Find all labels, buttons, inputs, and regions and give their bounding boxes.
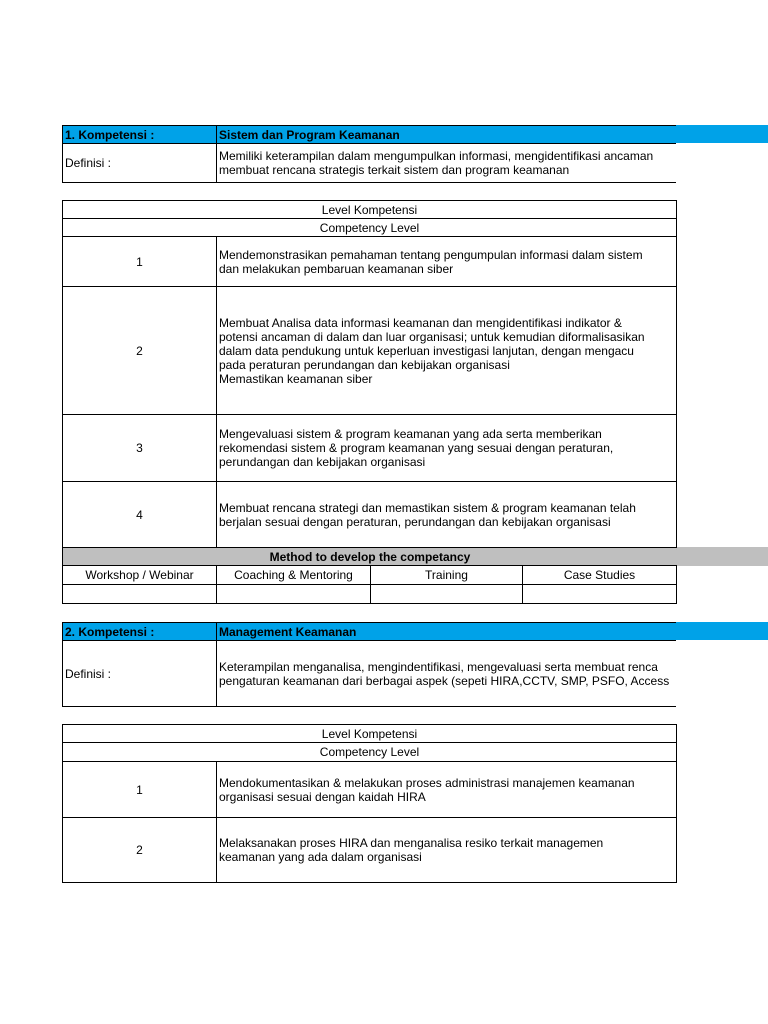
section2-definition-line-2: pengaturan keamanan dari berbagai aspek (sepeti HIRA,CCTV, SMP, PSFO, Access bbox=[219, 673, 670, 688]
section1-level-3-num: 3 bbox=[62, 414, 217, 482]
section2-header-value: Management Keamanan bbox=[216, 622, 676, 641]
method-case-studies: Case Studies bbox=[522, 565, 677, 585]
section1-level-4-text: Membuat rencana strategi dan memastikan sistem & program keamanan telah berjalan sesuai dengan peraturan, perundangan dan kebijakan organisasi bbox=[216, 481, 677, 548]
section2-competency-level: Competency Level bbox=[62, 742, 677, 762]
section1-level-1-text: Mendemonstrasikan pemahaman tentang pengumpulan informasi dalam sistem dan melakukan pembaruan keamanan siber bbox=[216, 236, 677, 287]
method-workshop-value[interactable] bbox=[62, 584, 217, 604]
method-training-value[interactable] bbox=[370, 584, 523, 604]
section2-definition-text bbox=[216, 640, 676, 707]
section1-header-label: 1. Kompetensi : bbox=[62, 125, 217, 144]
section2-header-label: 2. Kompetensi : bbox=[62, 622, 217, 641]
section1-level-2-text: Membuat Analisa data informasi keamanan dan mengidentifikasi indikator & potensi ancaman di dalam dan luar organisasi; untuk kemudian diformalisasikan dalam data pendukung untuk keperluan investigasi lanjutan, dengan mengacu pada peraturan perundangan dan kebijakan organisasi Memastikan keamanan siber bbox=[216, 286, 677, 415]
section1-level-4-num: 4 bbox=[62, 481, 217, 548]
method-coaching: Coaching & Mentoring bbox=[216, 565, 371, 585]
section2-level-1-num: 1 bbox=[62, 761, 217, 818]
section1-definition-label: Definisi : bbox=[62, 143, 217, 183]
method-title: Method to develop the competancy bbox=[62, 547, 677, 566]
section2-definition-label: Definisi : bbox=[62, 640, 217, 707]
section2-level-2-num: 2 bbox=[62, 817, 217, 883]
section1-header-value: Sistem dan Program Keamanan bbox=[216, 125, 676, 144]
section2-level-title: Level Kompetensi bbox=[62, 724, 677, 743]
section1-definition-line-2: membuat rencana strategis terkait sistem dan program keamanan bbox=[219, 163, 570, 177]
section2-level-1-text: Mendokumentasikan & melakukan proses administrasi manajemen keamanan organisasi sesuai dengan kaidah HIRA bbox=[216, 761, 677, 818]
method-coaching-value[interactable] bbox=[216, 584, 371, 604]
section1-level-title: Level Kompetensi bbox=[62, 200, 677, 219]
section1-definition-line-1: Memiliki keterampilan dalam mengumpulkan informasi, mengidentifikasi ancaman bbox=[219, 149, 654, 163]
section2-definition-line-1: Keterampilan menganalisa, mengindentifikasi, mengevaluasi serta membuat renca bbox=[219, 659, 658, 674]
section2-level-2-text: Melaksanakan proses HIRA dan menganalisa resiko terkait managemen keamanan yang ada dalam organisasi bbox=[216, 817, 677, 883]
section1-level-3-text: Mengevaluasi sistem & program keamanan yang ada serta memberikan rekomendasi sistem & program keamanan yang sesuai dengan peraturan, perundangan dan kebijakan organisasi bbox=[216, 414, 677, 482]
section1-competency-level: Competency Level bbox=[62, 218, 677, 237]
method-workshop: Workshop / Webinar bbox=[62, 565, 217, 585]
method-case-studies-value[interactable] bbox=[522, 584, 677, 604]
method-training: Training bbox=[370, 565, 523, 585]
section1-definition-text bbox=[216, 143, 676, 183]
section1-level-2-num: 2 bbox=[62, 286, 217, 415]
section1-level-1-num: 1 bbox=[62, 236, 217, 287]
